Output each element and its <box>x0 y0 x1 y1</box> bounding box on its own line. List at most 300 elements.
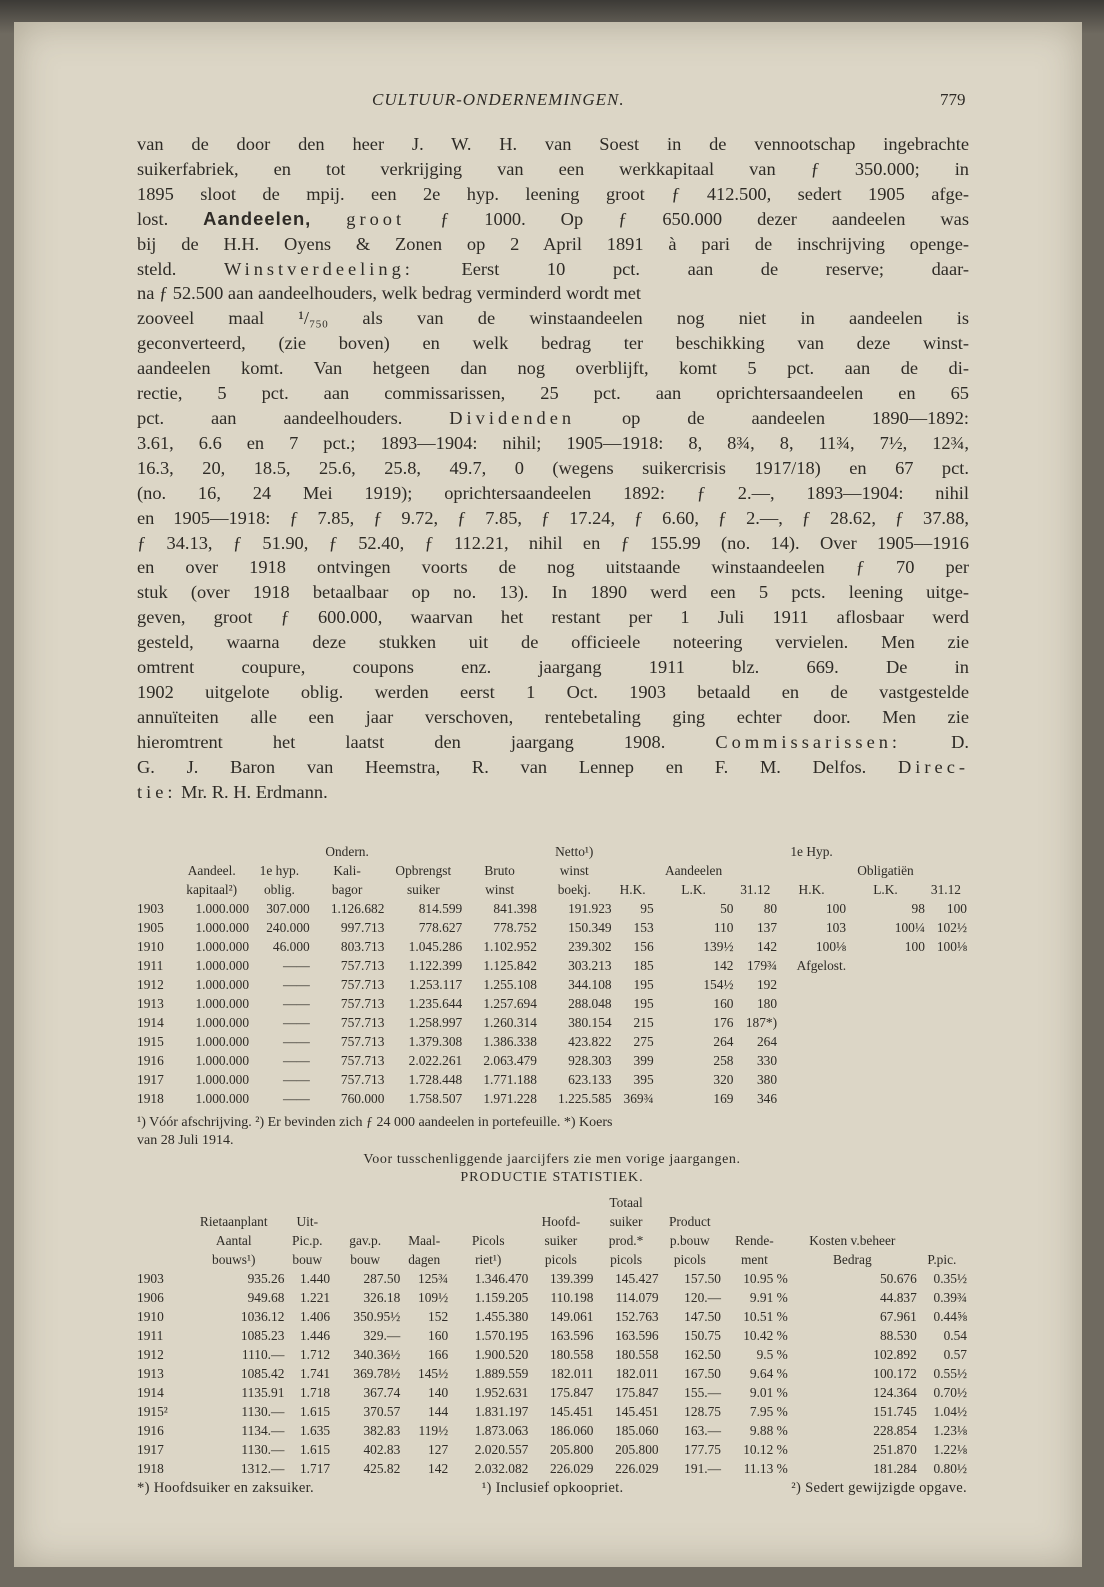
table-cell: 98 <box>911 901 925 916</box>
table-cell: 192 <box>756 977 778 992</box>
table-cell: 175.847 <box>549 1385 594 1400</box>
table2-header-cell: gav.p. <box>349 1233 382 1248</box>
text-run: 1902 uitgelote oblig. werden eerst 1 Oct. 1903 betaald en de vastgestelde <box>137 681 969 702</box>
table2-header-cell <box>330 1212 400 1231</box>
body-line <box>137 207 969 232</box>
text-run: ƒ 1000. Op ƒ 650.000 dezer aandeelen was <box>405 208 969 229</box>
spaced-heading: Commissarissen: <box>715 731 902 752</box>
table-cell: 10.12 % <box>743 1442 788 1457</box>
table1-header-cell <box>925 861 967 880</box>
table1-header-cell: kapitaal²) <box>186 882 238 897</box>
table1-header-cell: L.K. <box>873 882 898 897</box>
table-cell: 163.596 <box>549 1328 594 1343</box>
table1-header-cell <box>846 842 925 861</box>
table1-header-cell: L.K. <box>681 882 706 897</box>
table-cell <box>846 994 925 1013</box>
table-row <box>137 1013 967 1032</box>
body-line <box>137 730 969 755</box>
table2-header-cell: bouw <box>292 1252 323 1267</box>
table-cell: 1.379.308 <box>408 1034 463 1049</box>
table-cell: 185.060 <box>615 1423 659 1438</box>
table-cell <box>777 1013 846 1032</box>
table-cell: 1.000.000 <box>195 920 250 935</box>
table2-header-cell: Product <box>668 1214 711 1229</box>
table-cell: 1.440 <box>299 1271 331 1286</box>
table-cell: 67.961 <box>879 1309 917 1324</box>
table1-header-cell: winst <box>485 882 515 897</box>
table1-header-cell <box>137 880 174 899</box>
table-cell: 127 <box>428 1442 449 1457</box>
table-cell: 757.713 <box>340 1015 385 1030</box>
body-line <box>137 281 969 306</box>
table2-header-cell: ment <box>741 1252 768 1267</box>
table-cell: 205.800 <box>615 1442 659 1457</box>
table-cell: 160 <box>428 1328 449 1343</box>
table-cell: 144 <box>428 1404 449 1419</box>
text-run: omtrent coupure, coupons enz. jaargang 1911 blz. 669. De in <box>137 657 969 678</box>
table-cell: 0.35½ <box>933 1271 967 1286</box>
intro-note: Voor tusschenliggende jaarcijfers zie men vorige jaargangen. <box>363 1152 741 1167</box>
table-cell: 239.302 <box>568 939 612 954</box>
table2-header-cell: dagen <box>408 1252 441 1267</box>
table2-header-cell: suiker <box>544 1233 578 1248</box>
table2-header-cell <box>400 1193 448 1212</box>
body-line <box>137 182 969 207</box>
table1-header-cell <box>777 861 846 880</box>
text-run: en 1905—1918: ƒ 7.85, ƒ 9.72, ƒ 7.85, ƒ 17.24, ƒ 6.60, ƒ 2.—, ƒ 28.62, ƒ 37.88, <box>137 507 969 528</box>
body-line <box>137 381 969 406</box>
table1-header-cell: oblig. <box>263 882 295 897</box>
table-cell: 1.889.559 <box>474 1366 529 1381</box>
body-line <box>137 431 969 456</box>
body-paragraph <box>137 132 969 804</box>
table-row <box>137 918 967 937</box>
table-cell: —— <box>282 977 310 992</box>
table1-header-cell: 1e hyp. <box>259 863 300 878</box>
table-cell: 1.255.108 <box>483 977 537 992</box>
table-cell: 757.713 <box>340 1034 385 1049</box>
table-cell: 100¼ <box>894 920 925 935</box>
table-cell <box>846 1032 925 1051</box>
table-cell: 1.235.644 <box>408 996 463 1011</box>
table2-header-cell <box>788 1193 917 1212</box>
table-cell: 187*) <box>745 1015 778 1030</box>
table-cell: 1905 <box>137 920 164 935</box>
text-run: na ƒ 52.500 aan aandeelhouders, welk bedrag verminderd wordt met <box>137 283 642 304</box>
body-line <box>137 132 969 157</box>
table-cell: 182.011 <box>615 1366 659 1381</box>
table-cell: 1.000.000 <box>195 996 250 1011</box>
table-cell: 1913 <box>137 996 164 1011</box>
table2-header-cell: Picols <box>471 1233 505 1248</box>
table-cell: 142 <box>428 1461 449 1476</box>
table2-header-cell: Rietaanplant <box>199 1214 268 1229</box>
table-row <box>137 1288 967 1307</box>
table-cell: 757.713 <box>340 1053 385 1068</box>
table2-header-cell: suiker <box>609 1214 643 1229</box>
text-run: 1895 sloot de mpij. een 2e hyp. leening groot ƒ 412.500, sedert 1905 afge- <box>137 183 969 204</box>
table-cell: 80 <box>763 901 778 916</box>
table1-header-cell: H.K. <box>798 882 825 897</box>
table-cell: 191.— <box>684 1461 721 1476</box>
table-row <box>137 1345 967 1364</box>
bold-heading: Aandeelen, <box>203 207 312 229</box>
table1-header-cell <box>612 861 654 880</box>
table-cell: —— <box>282 1091 310 1106</box>
table-cell: 151.745 <box>873 1404 917 1419</box>
table-cell: —— <box>282 1072 310 1087</box>
table-cell: 275 <box>633 1034 654 1049</box>
table-cell: 100 <box>825 901 847 916</box>
table-cell: 1.446 <box>299 1328 331 1343</box>
table-cell: 1.225.585 <box>558 1091 612 1106</box>
table1-header-cell: winst <box>559 863 589 878</box>
table-cell: 180.558 <box>615 1347 659 1362</box>
table-cell: 1.712 <box>299 1347 331 1362</box>
table-cell: 1312.— <box>240 1461 285 1476</box>
table-cell <box>846 1070 925 1089</box>
page-header <box>0 90 1104 120</box>
table-cell: 1.000.000 <box>195 1091 250 1106</box>
text-run: van de door den heer J. W. H. van Soest in de vennootschap ingebrachte <box>137 134 969 154</box>
table-cell: 180.558 <box>549 1347 594 1362</box>
text-run: lost. <box>137 208 204 229</box>
spaced-heading: groot <box>346 208 406 229</box>
table-cell: 50 <box>720 901 734 916</box>
table1-header-cell: boekj. <box>557 882 591 897</box>
table-cell: 10.95 % <box>743 1271 788 1286</box>
table-cell: 1903 <box>137 901 164 916</box>
table2-header-cell <box>330 1193 400 1212</box>
table-cell: 778.627 <box>418 920 463 935</box>
table-cell: 152 <box>428 1309 449 1324</box>
table-cell: 258 <box>713 1053 734 1068</box>
table-cell: 142 <box>713 958 734 973</box>
page-number: 779 <box>940 90 966 109</box>
table-cell: 195 <box>633 977 654 992</box>
table-cell: 1.000.000 <box>195 1015 250 1030</box>
table1-header-cell <box>654 842 734 861</box>
table-cell: 100⅛ <box>815 939 847 954</box>
table-cell: 44.837 <box>879 1290 917 1305</box>
table-cell: 180 <box>756 996 778 1011</box>
table-cell: 0.80½ <box>933 1461 967 1476</box>
table-cell: 0.70½ <box>933 1385 967 1400</box>
table-cell: 382.83 <box>363 1423 401 1438</box>
table-row <box>137 975 967 994</box>
table-cell: 1.22⅛ <box>933 1442 967 1457</box>
text-run: 16.3, 20, 18.5, 25.6, 25.8, 49.7, 0 (wegens suikercrisis 1917/18) en 67 pct. <box>137 457 969 478</box>
table-cell: 1.260.314 <box>483 1015 537 1030</box>
table-cell: 157.50 <box>684 1271 721 1286</box>
table-cell: 760.000 <box>340 1091 385 1106</box>
table-cell: 340.36½ <box>353 1347 401 1362</box>
table-cell: 163.— <box>684 1423 721 1438</box>
table-cell: 344.108 <box>568 977 612 992</box>
table-cell: 370.57 <box>363 1404 401 1419</box>
table-cell: 149.061 <box>549 1309 594 1324</box>
body-line <box>137 555 969 580</box>
table-cell: 176 <box>713 1015 734 1030</box>
table-cell: —— <box>282 1053 310 1068</box>
table-cell: 215 <box>633 1015 654 1030</box>
table-cell: 139.399 <box>549 1271 594 1286</box>
footnote-line: ¹) Vóór afschrijving. ²) Er bevinden zich ƒ 24 000 aandeelen in portefeuille. *) Koers <box>137 1115 613 1130</box>
table-cell: 1.346.470 <box>474 1271 529 1286</box>
table-cell: 114.079 <box>615 1290 659 1305</box>
table-cell: 369.78½ <box>353 1366 401 1381</box>
table-row <box>137 994 967 1013</box>
table1-header-cell: Netto¹) <box>555 844 594 859</box>
table2-header-cell <box>137 1231 183 1250</box>
table1-header-cell: bagor <box>331 882 363 897</box>
text-run: en over 1918 ontvingen voorts de nog uitstaande winstaandeelen ƒ 70 per <box>137 557 969 578</box>
table-cell: 1.831.197 <box>474 1404 529 1419</box>
table2-header-cell: Aantal <box>215 1233 252 1248</box>
table-cell: 1906 <box>137 1290 164 1305</box>
table2-header-cell: Rende- <box>735 1233 774 1248</box>
table1-header-cell <box>734 861 778 880</box>
body-line <box>137 306 969 331</box>
table-cell: 1085.23 <box>240 1328 285 1343</box>
table-cell: 1.000.000 <box>195 939 250 954</box>
table-cell <box>925 1032 967 1051</box>
table2-header-cell: riet¹) <box>475 1252 502 1267</box>
table-row <box>137 1051 967 1070</box>
table-row <box>137 1440 967 1459</box>
table-cell: 1913 <box>137 1366 164 1381</box>
table1-header-cell: Kali- <box>333 863 361 878</box>
body-line <box>137 655 969 680</box>
table-cell: 1.386.338 <box>483 1034 537 1049</box>
text-run: geven, groot ƒ 600.000, waarvan het restant per 1 Juli 1911 aflosbaar werd <box>137 607 969 628</box>
body-line <box>137 506 969 531</box>
financial-table <box>137 842 967 1108</box>
table2-header-cell: Maal- <box>408 1233 441 1248</box>
table-cell: 841.398 <box>493 901 537 916</box>
table-cell: 623.133 <box>568 1072 612 1087</box>
table-cell: 103 <box>825 920 847 935</box>
table-cell <box>777 1089 846 1108</box>
table2-header-cell <box>137 1212 183 1231</box>
table-cell: 150.349 <box>568 920 612 935</box>
table-cell: 185 <box>633 958 654 973</box>
table-row <box>137 1459 967 1478</box>
table-cell: 1.122.399 <box>408 958 463 973</box>
table-cell: 423.822 <box>568 1034 612 1049</box>
footnote-opkoopriet: ¹) Inclusief opkoopriet. <box>481 1480 624 1496</box>
body-line <box>137 406 969 431</box>
table-cell: —— <box>282 1034 310 1049</box>
table1-header-row <box>137 842 967 861</box>
table1-header-cell <box>384 842 462 861</box>
table-cell: 0.44⅝ <box>933 1309 967 1324</box>
text-run: steld. <box>137 258 224 279</box>
table-cell: 162.50 <box>684 1347 721 1362</box>
table-row <box>137 1307 967 1326</box>
body-line <box>137 257 969 282</box>
table-cell: 191.923 <box>568 901 612 916</box>
table-cell: 175.847 <box>615 1385 659 1400</box>
table-cell: 2.022.261 <box>408 1053 463 1068</box>
table-cell: 1916 <box>137 1053 164 1068</box>
table-cell: 380 <box>756 1072 778 1087</box>
table-cell: 1.253.117 <box>409 977 463 992</box>
table-cell: 181.284 <box>873 1461 917 1476</box>
text-run: bij de H.H. Oyens & Zonen op 2 April 1891 à pari de inschrijving openge- <box>137 233 969 254</box>
table1-header-cell <box>734 842 778 861</box>
table-cell: 935.26 <box>247 1271 285 1286</box>
table-cell: 9.91 % <box>749 1290 788 1305</box>
table-cell: 119½ <box>418 1423 449 1438</box>
table-cell: 100 <box>904 939 925 954</box>
table2-header-cell: bouws¹) <box>212 1252 256 1267</box>
table-cell: 1.728.448 <box>408 1072 463 1087</box>
table2-header-cell <box>917 1231 967 1250</box>
table-cell <box>777 1032 846 1051</box>
text-run: op de aandeelen 1890—1892: <box>575 407 969 428</box>
statistics-footnotes <box>137 1480 967 1497</box>
table2-header-cell <box>721 1193 788 1212</box>
table-cell: 166 <box>428 1347 449 1362</box>
table-cell: 88.530 <box>879 1328 917 1343</box>
table-cell: 1.717 <box>299 1461 331 1476</box>
table-cell: 145½ <box>418 1366 449 1381</box>
table1-header-cell: Ondern. <box>325 844 369 859</box>
body-line <box>137 705 969 730</box>
body-line <box>137 157 969 182</box>
table-cell: 110 <box>713 920 734 935</box>
table-cell: —— <box>282 996 310 1011</box>
body-line <box>137 356 969 381</box>
table-cell: 287.50 <box>363 1271 401 1286</box>
body-line <box>137 755 969 780</box>
table-cell: 380.154 <box>568 1015 612 1030</box>
table-cell: 205.800 <box>549 1442 594 1457</box>
table-cell: 928.303 <box>568 1053 612 1068</box>
table1-header-cell: Bruto <box>484 863 515 878</box>
table-cell: 251.870 <box>873 1442 917 1457</box>
body-line <box>137 331 969 356</box>
table-cell: 1.406 <box>299 1309 331 1324</box>
table2-header-cell <box>788 1212 917 1231</box>
table-cell <box>925 1013 967 1032</box>
footnote-line: van 28 Juli 1914. <box>137 1133 234 1148</box>
table-cell: 240.000 <box>266 920 310 935</box>
text-run: Mr. R. H. Erdmann. <box>176 781 328 802</box>
table2-header-cell <box>917 1193 967 1212</box>
table-cell: 1134.— <box>241 1423 285 1438</box>
table-cell: 139½ <box>703 939 734 954</box>
table1-header-row <box>137 880 967 899</box>
table-cell: 125¾ <box>418 1271 449 1286</box>
table2-header-cell <box>137 1250 183 1269</box>
table1-header-row <box>137 861 967 880</box>
table-cell: 1.952.631 <box>474 1385 529 1400</box>
table1-header-cell: Aandeel. <box>187 863 236 878</box>
table2-header-cell <box>448 1212 528 1231</box>
table2-header-cell: bouw <box>350 1252 381 1267</box>
table-cell: 1914 <box>137 1015 164 1030</box>
table-cell: 757.713 <box>340 1072 385 1087</box>
table-cell: 137 <box>756 920 778 935</box>
table-cell: 1.000.000 <box>195 1053 250 1068</box>
text-run: Eerst 10 pct. aan de reserve; daar- <box>413 258 969 279</box>
table-cell <box>925 975 967 994</box>
table-cell: Afgelost. <box>796 958 847 973</box>
table-cell: 1915 <box>137 1034 164 1049</box>
table-cell: 10.42 % <box>743 1328 788 1343</box>
running-head: CULTUUR-ONDERNEMINGEN. <box>372 90 625 109</box>
table-cell: 326.18 <box>363 1290 401 1305</box>
table2-header-cell <box>659 1193 721 1212</box>
table-cell: 167.50 <box>684 1366 721 1381</box>
table-cell <box>846 975 925 994</box>
table-cell: 0.55½ <box>933 1366 967 1381</box>
table-cell: 1917 <box>137 1442 164 1457</box>
table2-header-cell <box>137 1193 183 1212</box>
body-line <box>137 232 969 257</box>
table-cell: 145.451 <box>615 1404 659 1419</box>
table2-header-cell <box>284 1193 330 1212</box>
table-cell: 226.029 <box>549 1461 594 1476</box>
table1-header-cell: 31.12 <box>930 882 962 897</box>
table-cell: 1917 <box>137 1072 164 1087</box>
spaced-heading: Direc- <box>898 756 969 777</box>
table-cell: 11.13 % <box>743 1461 788 1476</box>
statistics-title: PRODUCTIE STATISTIEK. <box>460 1170 644 1185</box>
table-row <box>137 1070 967 1089</box>
table-cell: 1.718 <box>299 1385 331 1400</box>
table1-header-cell: Obligatiën <box>857 863 914 878</box>
table2-header-row <box>137 1193 967 1212</box>
table-cell: 0.57 <box>943 1347 967 1362</box>
table-cell: 330 <box>756 1053 778 1068</box>
table-cell: 128.75 <box>684 1404 721 1419</box>
table-row <box>137 1326 967 1345</box>
table-cell: 177.75 <box>684 1442 721 1457</box>
table1-header-cell <box>137 842 174 861</box>
table-cell: 160 <box>713 996 734 1011</box>
table-cell: 757.713 <box>340 996 385 1011</box>
table2-header-cell: Pic.p. <box>292 1233 323 1248</box>
table-cell: 1130.— <box>241 1442 285 1457</box>
table2-header-cell: p.bouw <box>669 1233 710 1248</box>
table-cell: 7.95 % <box>749 1404 788 1419</box>
text-run: hieromtrent het laatst den jaargang 1908. <box>137 731 716 752</box>
table-cell: 402.83 <box>363 1442 401 1457</box>
table2-header-cell <box>917 1212 967 1231</box>
table-cell: 186.060 <box>549 1423 594 1438</box>
table-cell: 1.045.286 <box>408 939 463 954</box>
table-cell: 100 <box>946 901 967 916</box>
table-cell: 1.126.682 <box>330 901 385 916</box>
table-row <box>137 937 967 956</box>
table2-header-cell: Bedrag <box>832 1252 872 1267</box>
text-run: 3.61, 6.6 en 7 pct.; 1893—1904: nihil; 1905—1918: 8, 8¾, 8, 11¾, 7½, 12¾, <box>137 432 969 453</box>
table-cell: 1903 <box>137 1271 164 1286</box>
table-row <box>137 1383 967 1402</box>
table-cell: 124.364 <box>873 1385 917 1400</box>
table-cell: 1.000.000 <box>195 901 250 916</box>
production-statistics-table <box>137 1193 967 1478</box>
table1-header-cell: H.K. <box>619 882 646 897</box>
table1-header-cell: Opbrengst <box>395 863 452 878</box>
text-run: annuïteiten alle een jaar verschoven, rentebetaling ging echter door. Men zie <box>137 706 969 727</box>
table1-header-cell: 31.12 <box>740 882 771 897</box>
spaced-heading: tie: <box>137 781 177 802</box>
table2-header-cell: Kosten v.beheer <box>809 1233 896 1248</box>
